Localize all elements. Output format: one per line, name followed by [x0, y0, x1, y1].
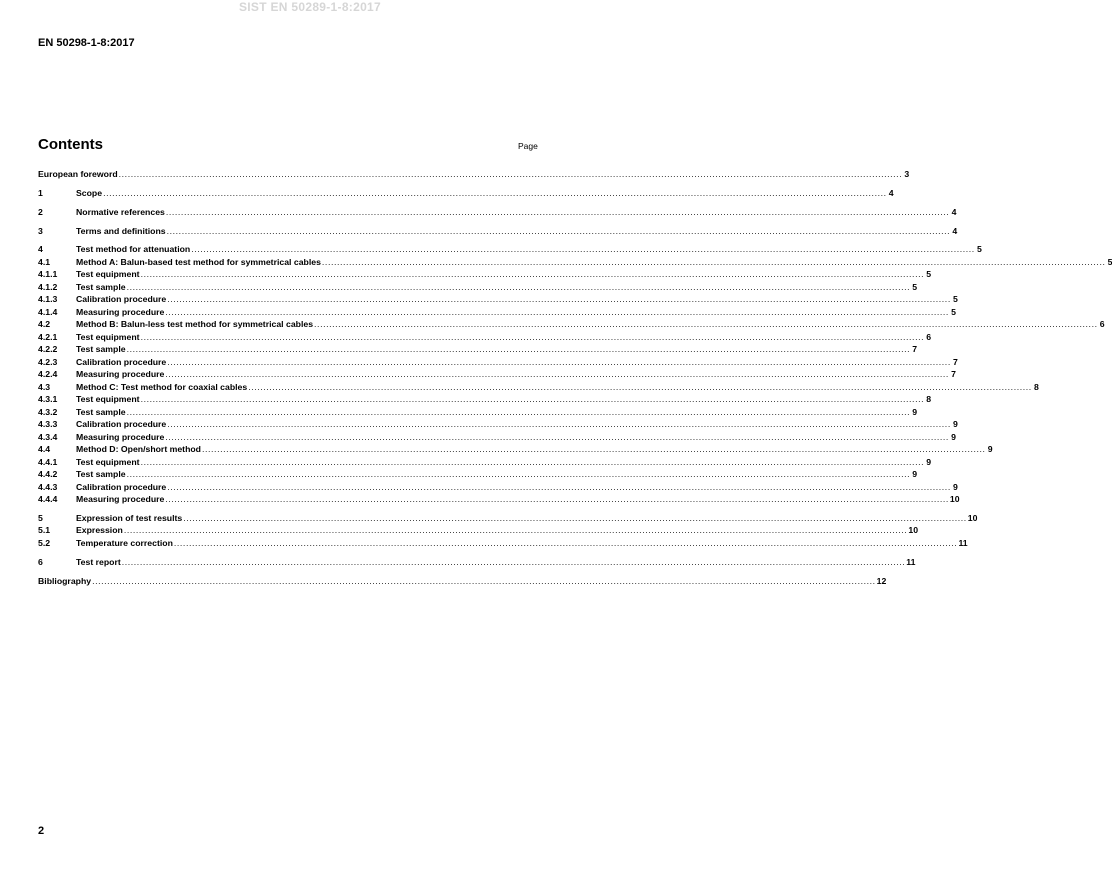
toc-entry-title: Test sample — [76, 469, 126, 479]
toc-entry-title: Measuring procedure — [76, 369, 165, 379]
toc-dot-leader: .................................................................................................................................................................................................................................................................... — [191, 244, 975, 254]
toc-entry-title: Calibration procedure — [76, 294, 167, 304]
contents-title: Contents — [38, 136, 103, 153]
toc-dot-leader: .................................................................................................................................................................................................................................................................... — [140, 457, 925, 467]
toc-entry-page: 6 — [1099, 319, 1105, 329]
toc-entry-number: 4.2.3 — [38, 357, 58, 367]
toc-entry-page: 11 — [958, 538, 968, 548]
toc-entry-title: Expression — [76, 525, 123, 535]
toc-entry-number: 4.4.2 — [38, 469, 58, 479]
toc-entry-page: 3 — [904, 169, 910, 179]
toc-entry-number: 2 — [38, 207, 43, 217]
toc-entry-title: Normative references — [76, 207, 165, 217]
toc-dot-leader: .................................................................................................................................................................................................................................................................... — [121, 557, 906, 567]
toc-entry[interactable] — [38, 431, 956, 443]
toc-entry-title: Test equipment — [76, 457, 140, 467]
toc-dot-leader: .................................................................................................................................................................................................................................................................... — [123, 525, 908, 535]
toc-entry[interactable] — [38, 368, 956, 380]
toc-dot-leader: .................................................................................................................................................................................................................................................................... — [92, 576, 876, 586]
toc-entry-number: 4.1.4 — [38, 307, 58, 317]
toc-entry[interactable] — [38, 356, 958, 368]
toc-dot-leader: .................................................................................................................................................................................................................................................................... — [166, 226, 951, 236]
toc-entry-page: 5 — [926, 269, 932, 279]
toc-entry[interactable] — [38, 393, 932, 405]
document-id: EN 50298-1-8:2017 — [38, 37, 135, 49]
toc-entry[interactable] — [38, 331, 932, 343]
toc-entry-title: Bibliography — [38, 576, 92, 586]
toc-entry-title: Method C: Test method for coaxial cables — [76, 382, 248, 392]
toc-entry-title: Test method for attenuation — [76, 244, 191, 254]
toc-entry-page: 7 — [912, 344, 918, 354]
toc-dot-leader: .................................................................................................................................................................................................................................................................... — [118, 169, 903, 179]
toc-entry-page: 10 — [967, 513, 978, 523]
toc-entry-number: 4.1.3 — [38, 294, 58, 304]
toc-entry[interactable] — [38, 293, 958, 305]
toc-entry-page: 5 — [1107, 257, 1112, 267]
toc-entry[interactable] — [38, 381, 1039, 393]
toc-entry-page: 8 — [926, 394, 932, 404]
toc-entry-page: 9 — [912, 407, 918, 417]
toc-entry-page: 5 — [951, 307, 956, 317]
toc-entry[interactable] — [38, 556, 916, 568]
toc-entry-number: 4.3.3 — [38, 419, 58, 429]
toc-dot-leader: .................................................................................................................................................................................................................................................................... — [248, 382, 1032, 392]
toc-entry[interactable] — [38, 456, 932, 468]
toc-entry[interactable] — [38, 468, 918, 480]
toc-dot-leader: .................................................................................................................................................................................................................................................................... — [173, 538, 958, 548]
toc-entry[interactable] — [38, 418, 958, 430]
toc-dot-leader: .................................................................................................................................................................................................................................................................... — [103, 188, 887, 198]
toc-entry-page: 7 — [953, 357, 958, 367]
toc-entry-title: Calibration procedure — [76, 482, 167, 492]
toc-entry[interactable] — [38, 187, 894, 199]
toc-entry[interactable] — [38, 343, 918, 355]
toc-entry[interactable] — [38, 306, 956, 318]
toc-entry[interactable] — [38, 406, 918, 418]
toc-dot-leader: .................................................................................................................................................................................................................................................................... — [321, 257, 1106, 267]
toc-entry-title: Test report — [76, 557, 121, 567]
page-number: 2 — [38, 825, 45, 837]
toc-dot-leader: .................................................................................................................................................................................................................................................................... — [314, 319, 1098, 329]
toc-entry-page: 6 — [926, 332, 932, 342]
toc-entry[interactable] — [38, 243, 982, 255]
toc-dot-leader: .................................................................................................................................................................................................................................................................... — [183, 513, 967, 523]
toc-entry[interactable] — [38, 256, 1112, 268]
toc-entry-title: Test equipment — [76, 332, 140, 342]
toc-dot-leader: .................................................................................................................................................................................................................................................................... — [140, 332, 925, 342]
toc-dot-leader: .................................................................................................................................................................................................................................................................... — [126, 469, 911, 479]
toc-entry-page: 10 — [908, 525, 919, 535]
toc-entry-title: Method A: Balun-based test method for symmetrical cables — [76, 257, 321, 267]
toc-entry-page: 12 — [876, 576, 887, 586]
toc-entry[interactable] — [38, 268, 932, 280]
toc-entry-number: 4.3 — [38, 382, 51, 392]
toc-entry-page: 5 — [912, 282, 918, 292]
toc-entry[interactable] — [38, 168, 910, 180]
toc-entry[interactable] — [38, 225, 958, 237]
toc-entry-number: 5.2 — [38, 538, 51, 548]
toc-entry[interactable] — [38, 443, 993, 455]
toc-entry-page: 4 — [951, 207, 957, 217]
toc-entry-title: Scope — [76, 188, 103, 198]
toc-entry-title: Measuring procedure — [76, 432, 165, 442]
toc-entry-number: 4.2.2 — [38, 344, 58, 354]
toc-entry-number: 6 — [38, 557, 43, 567]
toc-dot-leader: .................................................................................................................................................................................................................................................................... — [126, 344, 911, 354]
toc-entry-number: 4.3.4 — [38, 432, 58, 442]
toc-entry-page: 9 — [953, 482, 958, 492]
toc-entry[interactable] — [38, 524, 919, 536]
toc-dot-leader: .................................................................................................................................................................................................................................................................... — [165, 494, 949, 504]
toc-entry-number: 4.4.3 — [38, 482, 58, 492]
toc-entry-title: Measuring procedure — [76, 307, 165, 317]
toc-dot-leader: .................................................................................................................................................................................................................................................................... — [165, 307, 949, 317]
toc-entry-title: Temperature correction — [76, 538, 173, 548]
toc-dot-leader: .................................................................................................................................................................................................................................................................... — [140, 394, 925, 404]
toc-entry-number: 4.2 — [38, 319, 51, 329]
toc-entry-page: 9 — [953, 419, 958, 429]
toc-entry-number: 4.1.1 — [38, 269, 58, 279]
toc-entry-title: Method B: Balun-less test method for symmetrical cables — [76, 319, 314, 329]
toc-dot-leader: .................................................................................................................................................................................................................................................................... — [165, 369, 949, 379]
toc-dot-leader: .................................................................................................................................................................................................................................................................... — [167, 419, 951, 429]
toc-entry-title: Terms and definitions — [76, 226, 166, 236]
toc-entry-title: Measuring procedure — [76, 494, 165, 504]
toc-entry-page: 5 — [953, 294, 958, 304]
toc-entry-number: 3 — [38, 226, 43, 236]
toc-entry-page: 11 — [906, 557, 916, 567]
toc-dot-leader: .................................................................................................................................................................................................................................................................... — [165, 207, 950, 217]
toc-dot-leader: .................................................................................................................................................................................................................................................................... — [167, 482, 951, 492]
toc-entry[interactable] — [38, 281, 918, 293]
toc-entry[interactable] — [38, 512, 978, 524]
toc-entry-page: 4 — [952, 226, 958, 236]
page-column-label: Page — [518, 141, 538, 151]
toc-entry-number: 4.4.1 — [38, 457, 58, 467]
toc-entry-page: 9 — [987, 444, 993, 454]
toc-entry-title: Calibration procedure — [76, 357, 167, 367]
toc-entry-number: 4.3.2 — [38, 407, 58, 417]
toc-entry-number: 4 — [38, 244, 43, 254]
toc-dot-leader: .................................................................................................................................................................................................................................................................... — [140, 269, 925, 279]
toc-entry-title: Test sample — [76, 407, 126, 417]
toc-entry[interactable] — [38, 318, 1105, 330]
toc-entry[interactable] — [38, 481, 958, 493]
toc-entry-number: 5 — [38, 513, 43, 523]
toc-entry-title: Test equipment — [76, 394, 140, 404]
toc-entry-title: Test sample — [76, 282, 126, 292]
toc-entry[interactable] — [38, 493, 960, 505]
toc-entry-number: 5.1 — [38, 525, 51, 535]
toc-entry-title: Test equipment — [76, 269, 140, 279]
toc-entry-page: 4 — [888, 188, 894, 198]
toc-dot-leader: .................................................................................................................................................................................................................................................................... — [126, 282, 911, 292]
toc-entry-page: 5 — [976, 244, 982, 254]
toc-entry-number: 4.1 — [38, 257, 51, 267]
toc-entry-page: 9 — [926, 457, 932, 467]
toc-entry-number: 4.4.4 — [38, 494, 58, 504]
toc-dot-leader: .................................................................................................................................................................................................................................................................... — [167, 357, 951, 367]
toc-entry-number: 4.1.2 — [38, 282, 58, 292]
toc-entry[interactable] — [38, 575, 887, 587]
toc-entry-title: Expression of test results — [76, 513, 183, 523]
toc-entry-number: 1 — [38, 188, 43, 198]
toc-entry-title: Test sample — [76, 344, 126, 354]
toc-entry[interactable] — [38, 206, 957, 218]
toc-entry[interactable] — [38, 537, 968, 549]
toc-dot-leader: .................................................................................................................................................................................................................................................................... — [165, 432, 949, 442]
toc-entry-page: 9 — [912, 469, 918, 479]
toc-entry-title: Method D: Open/short method — [76, 444, 201, 454]
toc-entry-number: 4.2.1 — [38, 332, 58, 342]
watermark: SIST EN 50289-1-8:2017 — [238, 0, 381, 14]
toc-entry-number: 4.4 — [38, 444, 51, 454]
toc-entry-page: 10 — [949, 494, 960, 504]
toc-entry-number: 4.2.4 — [38, 369, 58, 379]
toc-entry-title: European foreword — [38, 169, 118, 179]
toc-dot-leader: .................................................................................................................................................................................................................................................................... — [202, 444, 986, 454]
toc-entry-page: 7 — [951, 369, 956, 379]
toc-entry-page: 8 — [1033, 382, 1039, 392]
toc-dot-leader: .................................................................................................................................................................................................................................................................... — [126, 407, 911, 417]
toc-entry-title: Calibration procedure — [76, 419, 167, 429]
toc-dot-leader: .................................................................................................................................................................................................................................................................... — [167, 294, 951, 304]
toc-entry-page: 9 — [951, 432, 956, 442]
toc-entry-number: 4.3.1 — [38, 394, 58, 404]
